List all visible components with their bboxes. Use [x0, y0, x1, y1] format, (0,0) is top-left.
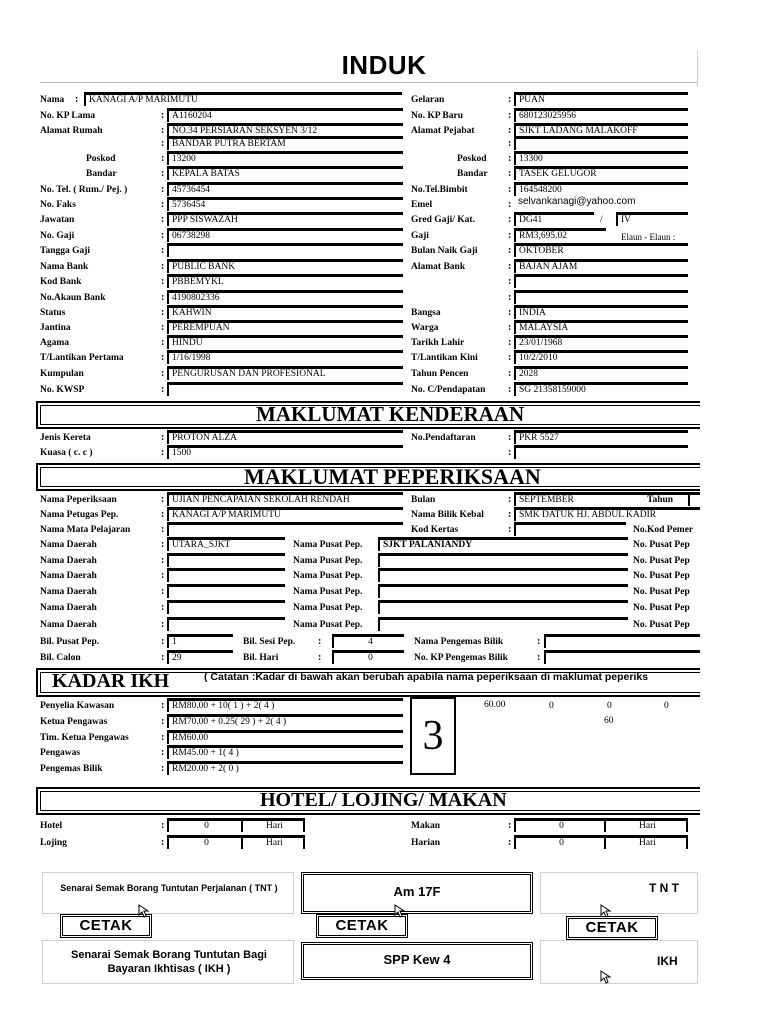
personal-left-field[interactable]: A1160204 [167, 108, 403, 122]
colon: : [508, 110, 512, 121]
personal-left-field[interactable]: PPP SISWAZAH [167, 212, 403, 226]
ikh-description-card [42, 940, 294, 984]
nama-peperiksaan-field[interactable]: UJIAN PENCAPAIAN SEKOLAH RENDAH [167, 492, 403, 506]
kadar-role-label: Pengemas Bilik [40, 764, 103, 774]
nama-pusat-label: Nama Pusat Pep. [293, 571, 363, 581]
lojing-unit: Hari [241, 835, 305, 849]
kadar-role-label: Ketua Pengawas [40, 717, 108, 727]
cursor-arrow-icon [600, 970, 612, 984]
colon: : [161, 245, 165, 256]
nama-pusat-field[interactable] [378, 617, 628, 631]
personal-left-label: Jawatan [40, 215, 75, 225]
amount-value: 60.00 [484, 700, 506, 710]
harian-days-field[interactable]: 0 [514, 835, 604, 849]
colon: : [161, 524, 165, 535]
nama-daerah-field[interactable] [167, 568, 285, 582]
colon: : [508, 292, 512, 303]
personal-right-label: No. KP Baru [411, 111, 463, 121]
ikh-code: IKH [657, 954, 678, 968]
no-pusat-label: No. Pusat Pep [633, 571, 690, 581]
personal-left-field[interactable]: 13200 [167, 151, 403, 165]
colon: : [161, 586, 165, 597]
colon: : [161, 555, 165, 566]
makan-unit: Hari [604, 818, 688, 832]
colon: : [508, 230, 512, 241]
colon: : [537, 636, 541, 647]
cetak-button[interactable]: CETAK [316, 914, 408, 938]
personal-right-label: Warga [411, 323, 439, 333]
amount-value: 0 [607, 701, 612, 711]
colon: : [161, 636, 165, 647]
colon: : [161, 184, 165, 195]
email-value[interactable]: selvankanagi@yahoo.com [518, 196, 636, 207]
bil-sesi-label: Bil. Sesi Pep. [243, 637, 296, 647]
personal-left-label: Jantina [40, 323, 71, 333]
kadar-title: KADAR IKH [52, 670, 170, 692]
colon: : [508, 276, 512, 287]
nama-pusat-label: Nama Pusat Pep. [293, 587, 363, 597]
colon: : [161, 352, 165, 363]
kadar-rate-field[interactable]: RM60.00 [167, 730, 403, 744]
kategori-field[interactable]: IV [616, 212, 688, 226]
personal-left-field[interactable]: 1/16/1998 [167, 350, 403, 364]
amount-value: 0 [549, 701, 554, 711]
bulan-field[interactable]: SEPTEMBER [514, 492, 688, 506]
colon: : [508, 432, 512, 443]
kadar-rate-field[interactable]: RM70.00 + 0.25( 29 ) + 2( 4 ) [167, 714, 403, 728]
cetak-button[interactable]: CETAK [60, 914, 152, 938]
personal-right-field[interactable]: 164548200 [514, 182, 688, 196]
colon: : [161, 602, 165, 613]
kadar-rate-field[interactable]: RM45.00 + 1( 4 ) [167, 745, 403, 759]
personal-right-label: Tarikh Lahir [411, 338, 465, 348]
elaun-label: Elaun - Elaun : [621, 232, 676, 242]
colon: : [508, 214, 512, 225]
colon: : [318, 636, 322, 647]
personal-right-label: Bulan Naik Gaji [411, 246, 478, 256]
personal-right-label: T/Lantikan Kini [411, 353, 478, 363]
nama-pusat-field[interactable] [378, 600, 628, 614]
tnt-description-card [42, 872, 294, 914]
personal-left-field[interactable]: 4190802336 [167, 290, 403, 304]
personal-right-field[interactable]: 2028 [514, 366, 688, 380]
colon: : [161, 153, 165, 164]
personal-left-label: Bandar [86, 169, 117, 179]
grid-line [697, 50, 698, 86]
makan-label: Makan [411, 821, 441, 831]
colon: : [508, 94, 512, 105]
kadar-role-label: Penyelia Kawasan [40, 701, 115, 711]
personal-left-label: T/Lantikan Pertama [40, 353, 124, 363]
personal-right-field[interactable]: DG41 [514, 212, 594, 226]
colon: : [161, 509, 165, 520]
kadar-role-label: Pengawas [40, 748, 81, 758]
colon: : [508, 261, 512, 272]
kod-kertas-field[interactable] [514, 522, 626, 536]
personal-right-label: Bandar [457, 169, 488, 179]
bil-sesi-field[interactable]: 4 [332, 634, 404, 648]
colon: : [508, 245, 512, 256]
mata-pelajaran-field[interactable] [167, 522, 403, 536]
personal-right-label: Emel [411, 200, 433, 210]
cursor-arrow-icon [600, 904, 612, 918]
colon: : [161, 337, 165, 348]
colon: : [508, 125, 512, 136]
harian-unit: Hari [604, 835, 688, 849]
personal-left-label: Kod Bank [40, 277, 82, 287]
nama-daerah-field[interactable] [167, 584, 285, 598]
personal-left-label: Poskod [86, 154, 116, 164]
hotel-unit: Hari [241, 818, 305, 832]
personal-left-label: Nama [40, 95, 65, 105]
personal-right-label: Bangsa [411, 308, 441, 318]
pengemas-kp-field[interactable] [544, 650, 700, 664]
colon: : [508, 184, 512, 195]
personal-left-field[interactable] [167, 382, 403, 396]
personal-left-label: No. Gaji [40, 231, 75, 241]
nama-daerah-label: Nama Daerah [40, 571, 97, 581]
colon: : [508, 509, 512, 520]
nama-peperiksaan-label: Nama Peperiksaan [40, 495, 117, 505]
colon: : [161, 652, 165, 663]
personal-left-field[interactable]: PEREMPUAN [167, 320, 403, 334]
bil-calon-field[interactable]: 29 [167, 650, 233, 664]
tahun-field[interactable] [688, 492, 700, 506]
colon: : [161, 261, 165, 272]
colon: : [161, 292, 165, 303]
empty-field[interactable] [514, 445, 688, 459]
kadar-rate-field[interactable]: RM20.00 + 2( 0 ) [167, 761, 403, 775]
nama-daerah-field[interactable]: UTARA_SJKT [167, 537, 285, 551]
colon: : [161, 307, 165, 318]
personal-left-label: Agama [40, 338, 70, 348]
personal-left-label: Status [40, 308, 66, 318]
amount-value: 60 [604, 716, 614, 726]
colon: : [508, 337, 512, 348]
colon: : [161, 432, 165, 443]
colon: : [508, 524, 512, 535]
kenderaan-title: MAKLUMAT KENDERAAN [256, 402, 525, 426]
hotel-title: HOTEL/ LOJING/ MAKAN [260, 789, 507, 811]
kuasa-field[interactable]: 1500 [167, 445, 403, 459]
colon: : [508, 447, 512, 458]
pengemas-nama-field[interactable] [544, 634, 700, 648]
colon: : [161, 763, 165, 774]
colon: : [161, 570, 165, 581]
makan-days-field[interactable]: 0 [514, 818, 604, 832]
bilik-kebal-field[interactable]: SMK DATUK HJ. ABDUL KADIR [514, 507, 700, 521]
kadar-note: ( Catatan :Kadar di bawah akan berubah apabila nama peperiksaan di maklumat peperiks [204, 671, 649, 683]
colon: : [161, 199, 165, 210]
colon: : [161, 138, 165, 149]
personal-right-field[interactable]: INDIA [514, 305, 688, 319]
personal-right-field[interactable]: RM3,695.02 [514, 228, 606, 242]
cursor-arrow-icon [138, 904, 150, 918]
colon: : [75, 94, 79, 105]
personal-right-field[interactable]: 680123025956 [514, 108, 688, 122]
personal-right-field[interactable]: TASEK GELUGOR [514, 166, 688, 180]
nama-daerah-label: Nama Daerah [40, 620, 97, 630]
colon: : [161, 494, 165, 505]
colon: : [508, 307, 512, 318]
personal-right-field[interactable]: 13300 [514, 151, 688, 165]
tnt-description: Senarai Semak Borang Tuntutan Perjalanan ( TNT ) [60, 883, 278, 893]
nama-daerah-label: Nama Daerah [40, 540, 97, 550]
colon: : [508, 368, 512, 379]
personal-right-field[interactable] [514, 136, 688, 150]
no-pusat-label: No. Pusat Pep [633, 620, 690, 630]
am17f-box[interactable]: Am 17F [301, 872, 533, 914]
colon: : [508, 153, 512, 164]
bil-hari-field[interactable]: 0 [332, 650, 404, 664]
cursor-arrow-icon [394, 904, 406, 918]
personal-left-field[interactable]: BANDAR PUTRA BERTAM [167, 136, 403, 150]
personal-left-label: Kumpulan [40, 369, 84, 379]
colon: : [161, 125, 165, 136]
amount-value: 0 [664, 701, 669, 711]
personal-right-field[interactable]: OKTOBER [514, 243, 688, 257]
personal-left-label: Tangga Gaji [40, 246, 91, 256]
no-pendaftaran-label: No.Pendaftaran [411, 433, 476, 443]
kod-kertas-label: Kod Kertas [411, 525, 459, 535]
bil-pusat-label: Bil. Pusat Pep. [40, 637, 100, 647]
colon: : [508, 322, 512, 333]
no-pusat-label: No. Pusat Pep [633, 556, 690, 566]
personal-left-field[interactable]: KAHWIN [167, 305, 403, 319]
no-pendaftaran-field[interactable]: PKR 5527 [514, 430, 688, 444]
kuasa-label: Kuasa ( c. c ) [40, 448, 93, 458]
colon: : [161, 700, 165, 711]
colon: : [161, 230, 165, 241]
personal-left-field[interactable]: PENGURUSAN DAN PROFESIONAL [167, 366, 403, 380]
pengemas-kp-label: No. KP Pengemas Bilik [414, 653, 508, 663]
personal-right-field[interactable]: 10/2/2010 [514, 350, 688, 364]
personal-right-label: Alamat Pejabat [411, 126, 475, 136]
nama-pusat-field[interactable]: SJKT PALANIANDY [378, 537, 628, 551]
personal-left-label: No. Faks [40, 200, 76, 210]
colon: : [161, 837, 165, 848]
personal-right-label: Gelaran [411, 95, 445, 105]
personal-right-label: Alamat Bank [411, 262, 466, 272]
colon: : [508, 199, 512, 210]
colon: : [161, 716, 165, 727]
peperiksaan-title: MAKLUMAT PEPERIKSAAN [244, 464, 541, 489]
bulan-label: Bulan [411, 495, 436, 505]
nama-daerah-field[interactable] [167, 600, 285, 614]
personal-right-label: Gaji [411, 231, 429, 241]
ikh-code-card [540, 940, 698, 984]
jenis-kereta-label: Jenis Kereta [40, 433, 91, 443]
personal-left-label: No. Tel. ( Rum./ Pej. ) [40, 185, 128, 195]
personal-left-field[interactable]: KANAGI A/P MARIMUTU [84, 92, 402, 106]
personal-left-field[interactable]: NO.34 PERSIARAN SEKSYEN 3/12 [167, 123, 403, 137]
title-divider [40, 82, 698, 83]
colon: : [161, 168, 165, 179]
big-number: 3 [410, 697, 456, 775]
personal-left-field[interactable] [167, 243, 403, 257]
mata-pelajaran-label: Nama Mata Pelajaran [40, 525, 131, 535]
personal-right-field[interactable]: SJKT LADANG MALAKOFF [514, 123, 688, 137]
personal-left-field[interactable]: 45736454 [167, 182, 403, 196]
colon: : [161, 619, 165, 630]
hotel-label: Hotel [40, 821, 63, 831]
nama-daerah-label: Nama Daerah [40, 556, 97, 566]
bil-pusat-field[interactable]: 1 [167, 634, 233, 648]
spp-kew4-box[interactable]: SPP Kew 4 [301, 942, 533, 980]
colon: : [318, 652, 322, 663]
gred-separator: / [600, 215, 603, 225]
personal-right-field[interactable]: SG 21358159000 [514, 382, 688, 396]
personal-left-label: No.Akaun Bank [40, 293, 106, 303]
no-pusat-label: No. Pusat Pep [633, 587, 690, 597]
nama-daerah-label: Nama Daerah [40, 603, 97, 613]
personal-left-label: No. KP Lama [40, 111, 96, 121]
personal-right-field[interactable]: PUAN [514, 92, 688, 106]
personal-left-field[interactable]: 5736454 [167, 197, 403, 211]
nama-petugas-label: Nama Petugas Pep. [40, 510, 119, 520]
colon: : [508, 494, 512, 505]
nama-pusat-label: Nama Pusat Pep. [293, 620, 363, 630]
personal-right-label: Poskod [457, 154, 487, 164]
personal-right-label: Gred Gaji/ Kat. [411, 215, 475, 225]
personal-right-field[interactable]: 23/01/1968 [514, 335, 688, 349]
nama-daerah-field[interactable] [167, 617, 285, 631]
nama-pusat-label: Nama Pusat Pep. [293, 540, 363, 550]
personal-left-label: Nama Bank [40, 262, 89, 272]
bilik-kebal-label: Nama Bilik Kebal [411, 510, 484, 520]
personal-left-field[interactable]: 06738298 [167, 228, 403, 242]
ikh-description: Senarai Semak Borang Tuntutan Bagi Bayaran Ikhtisas ( IKH ) [70, 949, 267, 975]
tahun-label: Tahun [647, 495, 674, 505]
personal-left-field[interactable]: KEPALA BATAS [167, 166, 403, 180]
pengemas-nama-label: Nama Pengemas Bilik [414, 637, 504, 647]
colon: : [161, 276, 165, 287]
nama-daerah-label: Nama Daerah [40, 587, 97, 597]
colon: : [508, 384, 512, 395]
kadar-rate-field[interactable]: RM80.00 + 10( 1 ) + 2( 4 ) [167, 698, 403, 712]
nama-pusat-field[interactable] [378, 568, 628, 582]
colon: : [161, 820, 165, 831]
no-pusat-label: No. Pusat Pep [633, 540, 690, 550]
personal-left-field[interactable]: HINDU [167, 335, 403, 349]
colon: : [508, 168, 512, 179]
kod-pemer-label: No.Kod Pemer [633, 525, 694, 535]
personal-left-field[interactable]: PBBEMYKL [167, 274, 403, 288]
colon: : [161, 368, 165, 379]
colon: : [161, 747, 165, 758]
hotel-days-field[interactable]: 0 [167, 818, 241, 832]
nama-pusat-label: Nama Pusat Pep. [293, 556, 363, 566]
nama-petugas-field[interactable]: KANAGI A/P MARIMUTU [167, 507, 403, 521]
kadar-role-label: Tim. Ketua Pengawas [40, 733, 129, 743]
nama-daerah-field[interactable] [167, 553, 285, 567]
personal-right-label: No.Tel.Bimbit [411, 185, 468, 195]
colon: : [161, 322, 165, 333]
personal-right-field[interactable] [514, 290, 688, 304]
nama-pusat-field[interactable] [378, 584, 628, 598]
tnt-code-card [540, 872, 698, 914]
lojing-days-field[interactable]: 0 [167, 835, 241, 849]
colon: : [508, 820, 512, 831]
colon: : [508, 837, 512, 848]
jenis-kereta-field[interactable]: PROTON ALZA [167, 430, 403, 444]
personal-right-field[interactable]: BAJAN AJAM [514, 259, 688, 273]
no-pusat-label: No. Pusat Pep [633, 603, 690, 613]
colon: : [508, 138, 512, 149]
personal-right-field[interactable] [514, 274, 688, 288]
colon: : [537, 652, 541, 663]
colon: : [161, 384, 165, 395]
page-title: INDUK [341, 50, 427, 80]
personal-right-label: Tahun Pencen [411, 369, 469, 379]
personal-right-field[interactable]: MALAYSIA [514, 320, 688, 334]
colon: : [161, 447, 165, 458]
personal-left-label: Alamat Rumah [40, 126, 103, 136]
harian-label: Harian [411, 838, 441, 848]
personal-left-label: No. KWSP [40, 385, 85, 395]
bil-calon-label: Bil. Calon [40, 653, 81, 663]
colon: : [161, 539, 165, 550]
bil-hari-label: Bil. Hari [243, 653, 279, 663]
nama-pusat-field[interactable] [378, 553, 628, 567]
colon: : [508, 352, 512, 363]
colon: : [161, 214, 165, 225]
personal-right-label: No. C/Pendapatan [411, 385, 486, 395]
colon: : [161, 732, 165, 743]
lojing-label: Lojing [40, 838, 67, 848]
colon: : [161, 110, 165, 121]
cetak-button[interactable]: CETAK [566, 916, 658, 940]
nama-pusat-label: Nama Pusat Pep. [293, 603, 363, 613]
personal-left-field[interactable]: PUBLIC BANK [167, 259, 403, 273]
tnt-code: T N T [649, 881, 679, 895]
